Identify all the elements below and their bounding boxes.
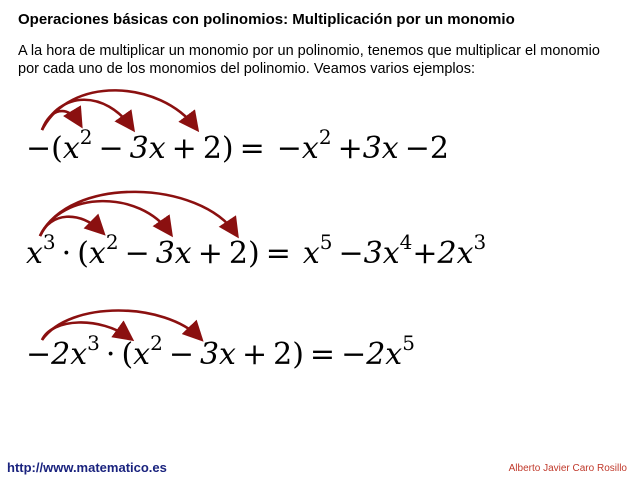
arrow-eq1-to-x2 (42, 111, 80, 130)
eq1-plus: + (171, 131, 197, 166)
equation-2 (26, 230, 487, 271)
eq1-x: x (62, 131, 80, 166)
eq2-dot: · (61, 236, 72, 271)
eq3-close-paren: ) (292, 337, 304, 372)
eq2-monomial-exp: 3 (42, 230, 56, 254)
eq3-result-sign-1: − (341, 337, 367, 372)
eq3-const: 2 (273, 337, 293, 372)
eq1-const: 2 (202, 131, 222, 166)
eq3-monomial-sign: − (26, 337, 52, 372)
eq3-x: x (133, 337, 151, 372)
eq1-result-sign-2: + (337, 131, 363, 166)
eq2-coef: 3x (155, 236, 192, 271)
eq1-coef: 3x (129, 131, 166, 166)
eq1-exp: 2 (79, 125, 93, 149)
eq2-close-paren: ) (247, 236, 260, 271)
eq2-minus: − (124, 236, 150, 271)
eq1-result-exp-1: 2 (318, 125, 332, 149)
author-credit: Alberto Javier Caro Rosillo (508, 463, 627, 474)
eq1-result-sign-3: − (404, 131, 430, 166)
eq2-result-exp-3: 3 (473, 230, 487, 254)
eq2-result-exp-1: 5 (319, 230, 333, 254)
eq2-result-term-2: 3x (363, 236, 400, 271)
eq2-equals: = (265, 236, 291, 271)
eq3-plus: + (241, 337, 268, 372)
arrow-eq2-to-2 (40, 192, 236, 236)
eq3-monomial-exp: 3 (87, 331, 100, 355)
eq2-const: 2 (228, 236, 248, 271)
eq2-exp: 2 (105, 230, 119, 254)
eq3-exp: 2 (150, 331, 163, 355)
eq1-monomial: − (26, 131, 52, 166)
equation-1 (26, 125, 449, 166)
eq3-result-exp-1: 5 (402, 331, 415, 355)
eq2-result-sign-3: + (412, 236, 438, 271)
eq3-open-paren: ( (121, 337, 134, 372)
eq2-open-paren: ( (77, 236, 89, 271)
eq3-monomial: 2x (51, 337, 88, 372)
page-title: Operaciones básicas con polinomios: Multiplicación por un monomio (18, 11, 515, 28)
eq1-result-sign-1: − (276, 131, 302, 166)
arrow-eq3-to-3x (42, 311, 200, 341)
equation-3 (26, 331, 415, 372)
arrow-eq1-to-2 (42, 90, 196, 130)
eq2-result-sign-2: − (338, 236, 364, 271)
eq3-minus: − (168, 337, 194, 372)
eq3-coef: 3x (199, 337, 236, 372)
eq1-result-term-3: 2 (429, 131, 449, 166)
eq2-result-exp-2: 4 (399, 230, 413, 254)
eq2-x: x (88, 236, 106, 271)
eq2-plus: + (197, 236, 223, 271)
eq1-close-paren: ) (221, 131, 234, 166)
eq1-open-paren: ( (51, 131, 63, 166)
eq1-result-term-2: 3x (362, 131, 399, 166)
eq2-result-term-3: 2x (437, 236, 474, 271)
eq2-monomial: x (26, 236, 43, 271)
eq1-result-term-1: x (301, 131, 319, 166)
website-link[interactable]: http://www.matematico.es (7, 460, 167, 475)
eq3-equals: = (309, 337, 336, 372)
eq2-result-term-1: x (302, 236, 320, 271)
eq1-minus: − (98, 131, 124, 166)
intro-paragraph: A la hora de multiplicar un monomio por un polinomio, tenemos que multiplicar el monomio por cada uno de los monomios del polinomio. Veamos varios ejemplos: (18, 43, 600, 77)
eq1-equals: = (239, 131, 265, 166)
eq3-result-term-1: 2x (366, 337, 403, 372)
eq3-dot: · (105, 337, 116, 372)
